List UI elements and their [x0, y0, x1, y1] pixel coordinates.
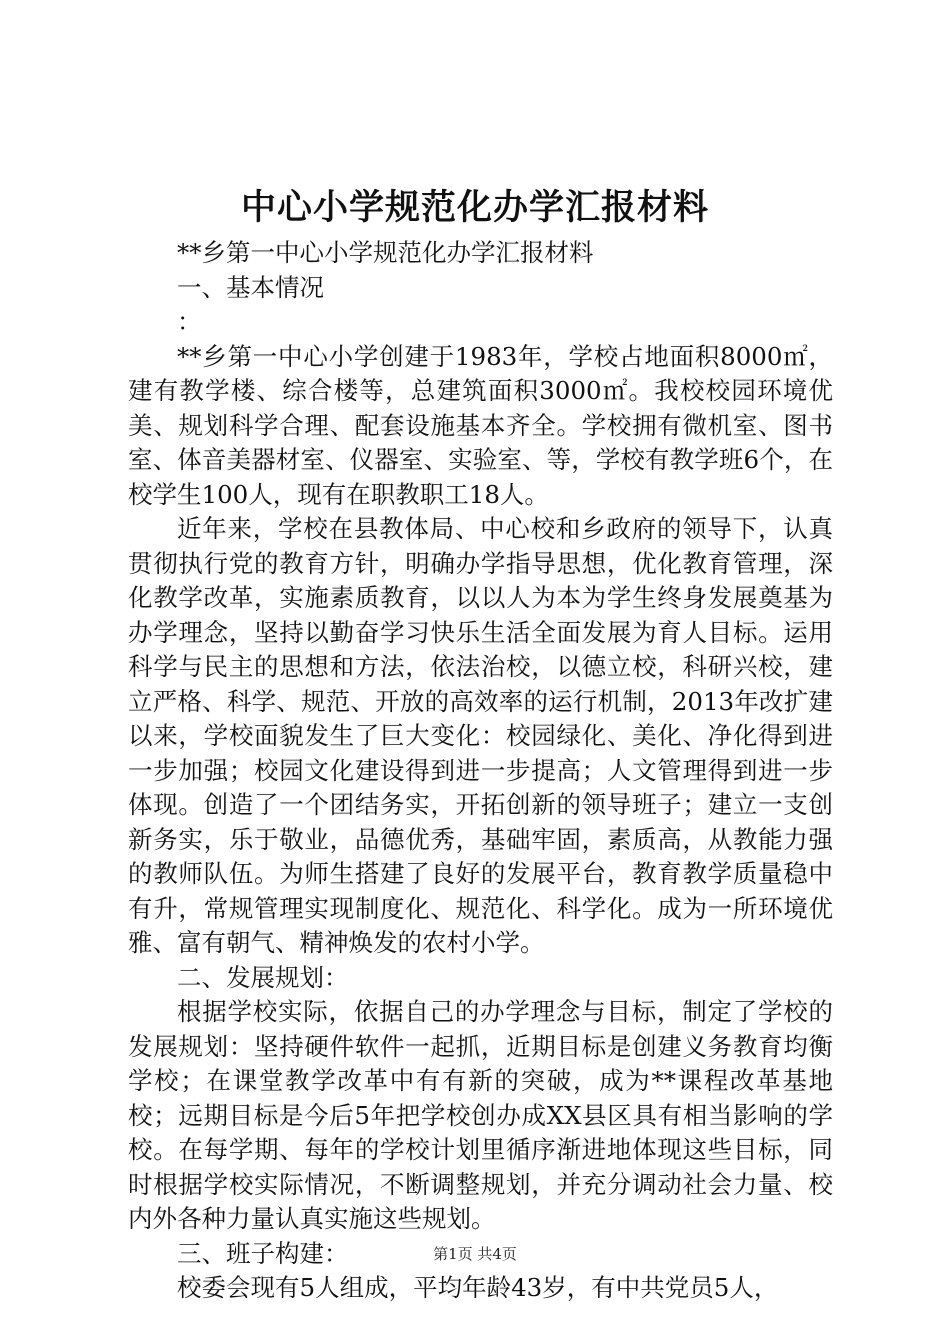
section-heading-plan: 二、发展规划： [177, 962, 349, 992]
body-paragraph: 校委会现有5人组成，平均年龄43岁，有中共党员5人， [177, 1273, 779, 1302]
body-paragraph: 近年来，学校在县教体局、中心校和乡政府的领导下，认真贯彻执行党的教育方针，明确办学指导思想，优化教育管理，深化教学改革，实施素质教育，以以人为本为学生终身发展奠基为办学理念，坚持以勤奋学习快乐生活全面发展为育人目标。运用科学与民主的思想和方法，依法治校，以德立校，科研兴校，建立严格、科学、规范、开放的高效率的运行机制，2013年改扩建以来，学校面貌发生了巨大变化：校园绿化、美化、净化得到进一步加强；校园文化建设得到进一步提高；人文管理得到进一步体现。创造了一个团结务实，开拓创新的领导班子；建立一支创新务实，乐于敬业，品德优秀，基础牢固，素质高，从教能力强的教师队伍。为师生搭建了良好的发展平台，教育教学质量稳中有升，常规管理实现制度化、规范化、科学化。成为一所环境优雅、富有朝气、精神焕发的农村小学。 [128, 514, 833, 957]
colon-line: ： [177, 307, 202, 336]
section-heading-team: 三、班子构建： [177, 1238, 349, 1268]
body-paragraph: 根据学校实际，依据自己的办学理念与目标，制定了学校的发展规划：坚持硬件软件一起抓，近期目标是创建义务教育均衡学校；在课堂教学改革中有有新的突破，成为**课程改革基地校；远期目标是今后5年把学校创办成XX县区具有相当影响的学校。在每学期、每年的学校计划里循序渐进地体现这些目标，同时根据学校实际情况，不断调整规划，并充分调动社会力量、校内外各种力量认真实施这些规划。 [128, 997, 833, 1233]
document-title: 中心小学规范化办学汇报材料 [240, 187, 709, 228]
document-body [128, 236, 833, 1306]
subtitle-paragraph: **乡第一中心小学规范化办学汇报材料 [177, 238, 594, 267]
section-heading-basic: 一、基本情况 [177, 272, 324, 302]
page-footer: 第1页 共4页 [433, 1245, 517, 1263]
body-paragraph: **乡第一中心小学创建于1983年，学校占地面积8000㎡，建有教学楼、综合楼等，总建筑面积3000㎡。我校校园环境优美、规划科学合理、配套设施基本齐全。学校拥有微机室、图书室、体音美器材室、仪器室、实验室、等，学校有教学班6个，在校学生100人，现有在职教职工18人。 [128, 341, 833, 509]
